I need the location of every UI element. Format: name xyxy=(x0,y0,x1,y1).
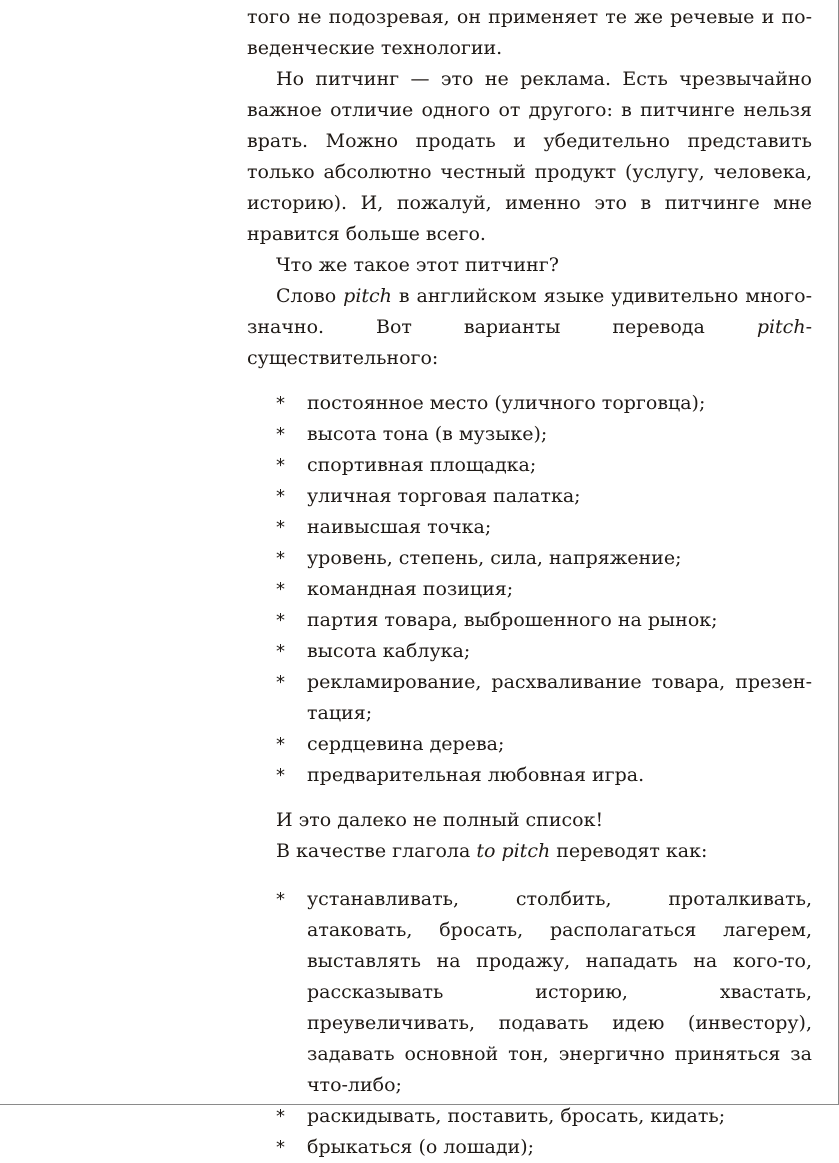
paragraph-continuation: того не подозревая, он применяет те же речевые и поведенческие технологии. xyxy=(247,6,812,59)
asterisk-bullet-icon: * xyxy=(276,765,285,786)
asterisk-bullet-icon: * xyxy=(276,1106,285,1127)
list-item-text: партия товара, выброшенного на рынок; xyxy=(307,609,718,631)
list-item xyxy=(247,574,812,605)
asterisk-bullet-icon: * xyxy=(276,1137,285,1158)
list-item xyxy=(247,636,812,667)
paragraph-verb-intro xyxy=(247,836,812,867)
paragraph-word-pitch xyxy=(247,281,812,374)
list-item xyxy=(247,512,812,543)
paragraph-pitching-not-ads: Но питчинг — это не реклама. Есть чрезвычайно важное отличие одного от другого: в питчинге нельзя врать. Можно продать и убедительно представить только абсолютно честный продукт (услугу, человека, историю). И, пожалуй, именно это в питчинге мне нравится больше всего. xyxy=(247,68,812,245)
list-item-text: уровень, степень, сила, напряжение; xyxy=(307,547,682,569)
list-item xyxy=(247,450,812,481)
text-run: переводят как: xyxy=(550,840,708,862)
asterisk-bullet-icon: * xyxy=(276,610,285,631)
list-item-text: высота каблука; xyxy=(307,640,471,662)
list-item xyxy=(247,1132,812,1163)
italic-term: to pitch xyxy=(476,840,551,862)
list-item xyxy=(247,419,812,450)
list-item-text: раскидывать, поставить, бросать, кидать; xyxy=(307,1105,726,1127)
text-run: -существительного: xyxy=(247,316,812,369)
list-item-text: высота тона (в музыке); xyxy=(307,423,548,445)
italic-term: pitch xyxy=(756,316,806,338)
asterisk-bullet-icon: * xyxy=(276,486,285,507)
asterisk-bullet-icon: * xyxy=(276,424,285,445)
asterisk-bullet-icon: * xyxy=(276,641,285,662)
list-item xyxy=(247,1101,812,1132)
list-item-text: спортивная площадка; xyxy=(307,454,537,476)
list-item-text: предварительная любовная игра. xyxy=(307,764,645,786)
noun-meanings-list xyxy=(247,388,812,791)
list-item-text: сердцевина дерева; xyxy=(307,733,505,755)
list-item-text: устанавливать, столбить, проталкивать, атаковать, бросать, располагаться лагерем, выставлять на продажу, нападать на кого-то, рассказывать историю, хвастать, преувеличивать, подавать идею (инвестору), задавать основной тон, энергично приняться за что-либо; xyxy=(307,888,812,1096)
list-item-text: рекламирование, расхваливание товара, презентация; xyxy=(307,671,812,724)
list-item xyxy=(247,729,812,760)
list-item-text: постоянное место (уличного торговца); xyxy=(307,392,706,414)
paragraph-incomplete-list: И это далеко не полный список! xyxy=(276,809,604,831)
page-text xyxy=(247,2,812,1163)
asterisk-bullet-icon: * xyxy=(276,672,285,693)
list-item-text: командная позиция; xyxy=(307,578,514,600)
list-item xyxy=(247,388,812,419)
list-item-text: уличная торговая палатка; xyxy=(307,485,581,507)
asterisk-bullet-icon: * xyxy=(276,889,285,910)
list-item xyxy=(247,667,812,729)
list-item xyxy=(247,760,812,791)
list-item xyxy=(247,543,812,574)
paragraph-question: Что же такое этот питчинг? xyxy=(276,254,559,276)
list-item xyxy=(247,884,812,1101)
italic-term: pitch xyxy=(343,285,392,307)
list-item-text: брыкаться (о лошади); xyxy=(307,1136,535,1158)
list-item-text: наивысшая точка; xyxy=(307,516,492,538)
text-run: в английском языке удивительно многозначно. Вот варианты перевода xyxy=(247,285,812,338)
asterisk-bullet-icon: * xyxy=(276,393,285,414)
asterisk-bullet-icon: * xyxy=(276,517,285,538)
asterisk-bullet-icon: * xyxy=(276,579,285,600)
list-item xyxy=(247,605,812,636)
text-run: В качестве глагола xyxy=(276,840,477,862)
text-run: Слово xyxy=(276,285,344,307)
verb-meanings-list xyxy=(247,884,812,1163)
asterisk-bullet-icon: * xyxy=(276,734,285,755)
list-item xyxy=(247,481,812,512)
asterisk-bullet-icon: * xyxy=(276,548,285,569)
asterisk-bullet-icon: * xyxy=(276,455,285,476)
